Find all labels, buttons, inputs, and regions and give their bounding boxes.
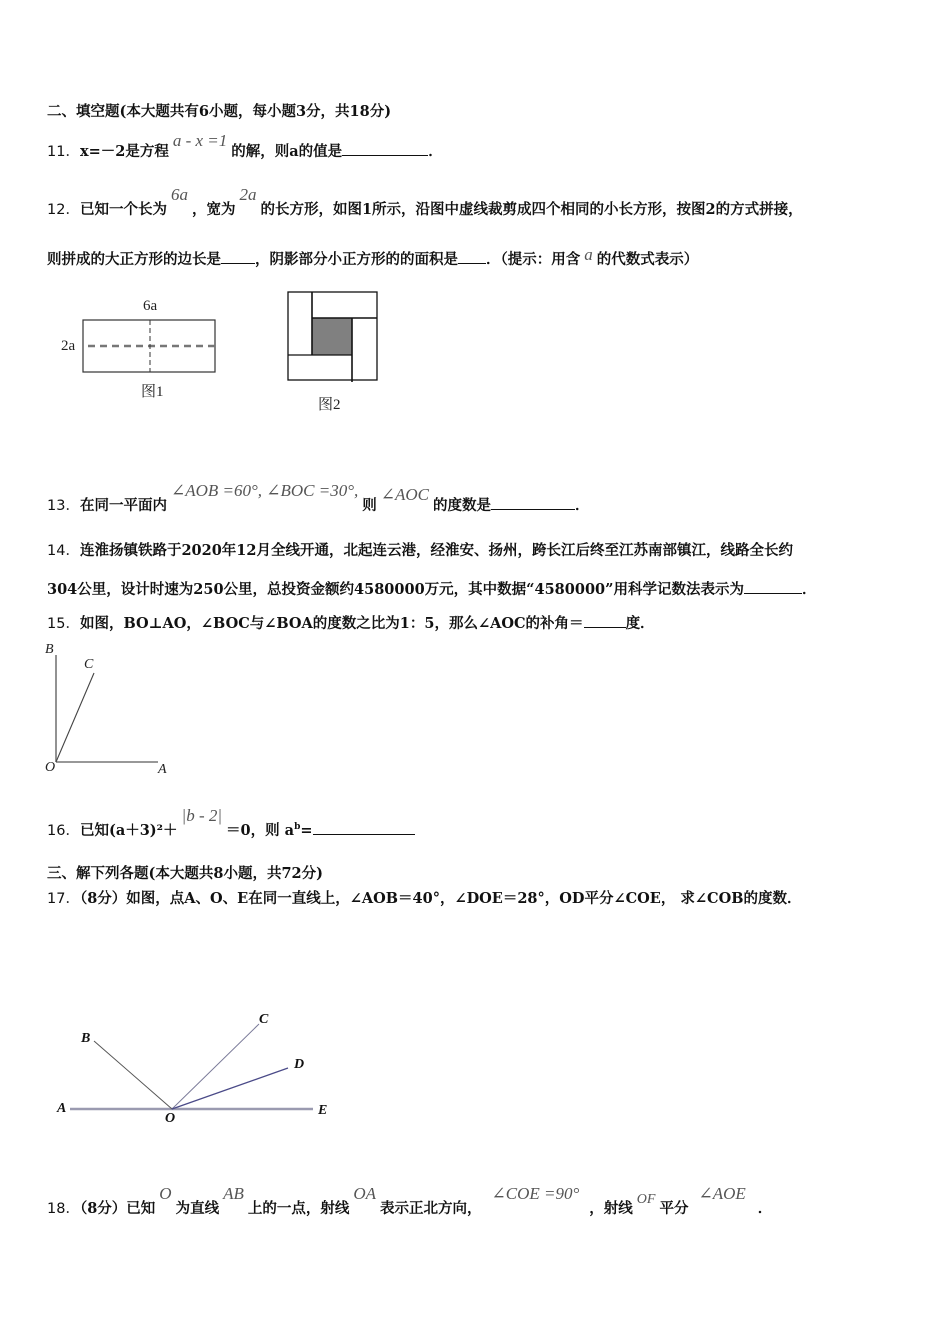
question-15	[47, 613, 655, 633]
question-17	[47, 890, 801, 908]
question-text: 则拼成的大正方形的边长是	[47, 251, 221, 268]
section-heading-text: 三、解下列各题(本大题共8小题，共72分)	[47, 865, 323, 882]
figure-1-left-label: 2a	[61, 338, 76, 354]
question-text: 的度数是	[433, 497, 492, 514]
question-number: 16．	[47, 822, 80, 839]
question-text: 则	[362, 497, 377, 514]
question-text: 已知一个长为	[79, 201, 167, 218]
figure-15-angles	[56, 655, 158, 762]
question-number: 13．	[47, 498, 80, 514]
section-3-heading	[47, 865, 323, 883]
figure-2-square	[288, 292, 377, 382]
question-16	[47, 805, 415, 840]
punctuation: ．	[801, 581, 817, 598]
point-label-a: A	[158, 762, 167, 777]
question-number: 11．	[47, 144, 80, 160]
question-number: 17．	[47, 891, 80, 907]
equation: a - x =1	[172, 131, 228, 150]
math-length: 6a	[170, 185, 188, 204]
question-text: ＝0，则 a	[226, 821, 295, 839]
point-label-o: O	[45, 760, 56, 775]
question-text: ，射线	[589, 1200, 633, 1217]
figure-1-rectangle	[83, 320, 215, 372]
punctuation: ．	[757, 1200, 773, 1217]
answer-blank[interactable]	[491, 495, 575, 510]
point-label-b: B	[45, 642, 54, 657]
question-text: 已知(a＋3)²＋	[79, 821, 178, 839]
answer-blank[interactable]	[313, 820, 415, 835]
question-text: 连淮扬镇铁路于2020年12月全线开通，北起连云港，经淮安、扬州，跨长江后终至江苏南部镇江，线路全长约	[79, 542, 793, 559]
question-number: 14．	[47, 543, 80, 559]
answer-blank[interactable]	[744, 579, 802, 594]
point-label-a: A	[57, 1101, 67, 1116]
question-text: 表示正北方向，	[380, 1200, 482, 1217]
question-text: 平分	[659, 1200, 689, 1217]
math-angle-coe: ∠COE =90°	[491, 1184, 580, 1203]
point-label-d: D	[294, 1057, 305, 1072]
question-text: （8分）已知	[79, 1200, 156, 1217]
section-heading-text: 二、填空题(本大题共有6小题，每小题3分，共18分)	[47, 103, 392, 120]
question-18	[47, 1184, 773, 1219]
exponent: b	[294, 822, 301, 832]
absolute-value-expression: |b - 2|	[181, 805, 223, 825]
question-text: 的代数式表示）	[596, 251, 699, 268]
answer-blank[interactable]	[584, 613, 626, 628]
question-number: 18．	[47, 1201, 80, 1217]
question-text: x=－2是方程	[79, 143, 169, 160]
math-ray: OA	[353, 1184, 377, 1203]
figure-2-caption: 图2	[318, 397, 341, 413]
point-label-b: B	[81, 1031, 91, 1046]
question-text: （8分）如图，点A、O、E在同一直线上，∠AOB＝40°，∠DOE＝28°，OD平分∠COE， 求∠COB的度数．	[79, 890, 802, 907]
question-text: 在同一平面内	[79, 497, 167, 514]
point-label-c: C	[259, 1012, 269, 1027]
question-text: 304公里，设计时速为250公里，总投资金额约4580000万元，其中数据“4580000”用科学记数法表示为	[47, 581, 744, 598]
question-number: 12．	[47, 202, 80, 218]
math-angle-aoe: ∠AOE	[698, 1184, 746, 1203]
given-angles: ∠AOB =60°, ∠BOC =30°,	[170, 481, 359, 500]
question-text: 的解，则a的值是	[231, 143, 343, 160]
question-number: 15．	[47, 616, 80, 632]
question-text: 如图，BO⊥AO，∠BOC与∠BOA的度数之比为1：5，那么∠AOC的补角＝	[79, 615, 584, 632]
math-width: 2a	[239, 185, 257, 204]
math-ray-of: OF	[636, 1192, 656, 1207]
question-text: 度．	[625, 615, 655, 632]
punctuation: ．	[428, 143, 443, 160]
question-text: ，阴影部分小正方形的的面积是	[255, 251, 458, 268]
punctuation: ．	[575, 497, 590, 514]
math-point: O	[159, 1184, 172, 1203]
question-13	[47, 481, 590, 515]
point-label-o: O	[165, 1111, 176, 1126]
point-label-e: E	[318, 1103, 328, 1118]
figure-1-top-label: 6a	[143, 298, 158, 314]
figure-1-caption: 图1	[141, 384, 164, 400]
question-14-line-2	[47, 579, 816, 599]
figure-17-angles	[70, 1024, 313, 1109]
question-text: 上的一点，射线	[247, 1200, 350, 1217]
question-text: 的长方形，如图1所示，沿图中虚线裁剪成四个相同的小长方形，按图2的方式拼接，	[260, 201, 803, 218]
question-text: =	[300, 821, 313, 839]
question-text: ，宽为	[191, 201, 236, 218]
question-text: ．（提示：用含	[486, 251, 581, 268]
question-text: 为直线	[175, 1200, 220, 1217]
math-line: AB	[223, 1184, 244, 1203]
math-variable: a	[584, 245, 593, 264]
asked-angle: ∠AOC	[380, 485, 430, 504]
point-label-c: C	[84, 657, 94, 672]
question-14	[47, 542, 793, 560]
